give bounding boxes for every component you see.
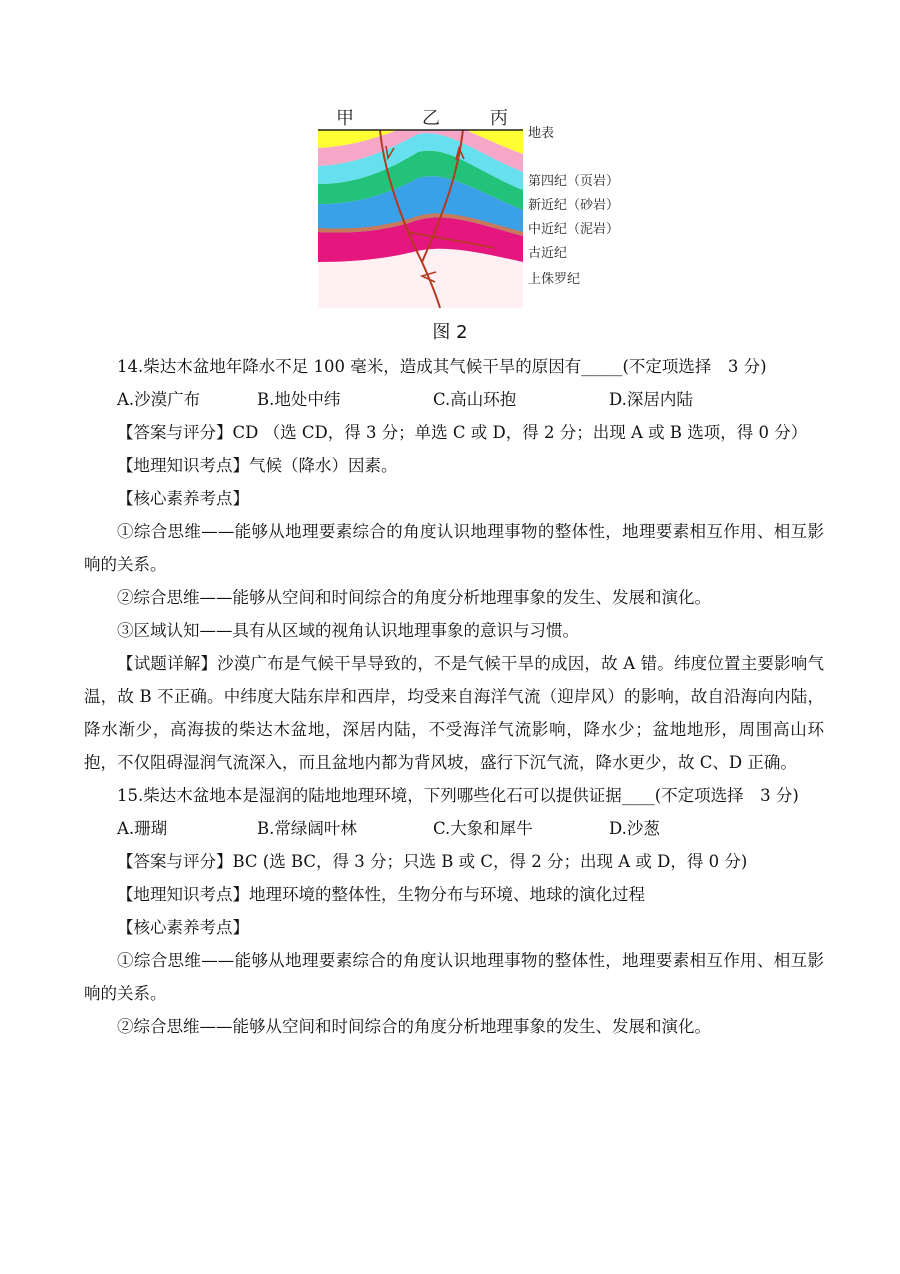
q15-core-title: 【核心素养考点】 bbox=[117, 918, 249, 937]
q15-knowledge: 【地理知识考点】地理环境的整体性，生物分布与环境、地球的演化过程 bbox=[117, 885, 645, 904]
q15-stem: 15.柴达木盆地本是湿润的陆地地理环境，下列哪些化石可以提供证据____(不定项选择 3 分) bbox=[117, 786, 799, 805]
q15-core-item-2: ②综合思维——能够从空间和时间综合的角度分析地理事象的发生、发展和演化。 bbox=[117, 1017, 711, 1036]
label-bing: 丙 bbox=[490, 108, 508, 129]
label-yi: 乙 bbox=[422, 108, 440, 129]
q14-option-b: B.地处中纬 bbox=[257, 390, 341, 409]
q14-knowledge: 【地理知识考点】气候（降水）因素。 bbox=[117, 456, 398, 475]
q14-core-item-2: ②综合思维——能够从空间和时间综合的角度分析地理事象的发生、发展和演化。 bbox=[117, 588, 711, 607]
q14-core-item-3: ③区域认知——具有从区域的视角认识地理事象的意识与习惯。 bbox=[117, 621, 579, 640]
q14-option-c: C.高山环抱 bbox=[433, 390, 517, 409]
label-upper-jurassic: 上侏罗纪 bbox=[528, 272, 581, 287]
figure-caption: 图 2 bbox=[432, 322, 468, 343]
q14-option-a: A.沙漠广布 bbox=[117, 390, 201, 409]
label-middle: 中近纪（泥岩） bbox=[528, 222, 620, 237]
q14-options bbox=[84, 383, 824, 416]
q14-detail: 【试题详解】沙漠广布是气候干旱导致的，不是气候干旱的成因，故 A 错。纬度位置主要影响气温，故 B 不正确。中纬度大陆东岸和西岸，均受来自海洋气流（迎岸风）的影响，故自沿海向内陆，降水渐少，高海拔的柴达木盆地，深居内陆，不受海洋气流影响，降水少；盆地地形，周围高山环抱，不仅阻碍湿润气流深入，而且盆地内都为背风坡，盛行下沉气流，降水更少，故 C、D 正确。 bbox=[84, 654, 824, 772]
q15-option-a: A.珊瑚 bbox=[117, 819, 168, 838]
q14-answer: 【答案与评分】CD （选 CD，得 3 分；单选 C 或 D，得 2 分；出现 A 或 B 选项，得 0 分） bbox=[117, 423, 808, 442]
geologic-cross-section-figure bbox=[318, 108, 620, 312]
q15-option-c: C.大象和犀牛 bbox=[433, 819, 533, 838]
label-neogene: 新近纪（砂岩） bbox=[528, 198, 620, 213]
label-quaternary: 第四纪（页岩） bbox=[528, 174, 620, 189]
q14-core-title: 【核心素养考点】 bbox=[117, 489, 249, 508]
q14-stem: 14.柴达木盆地年降水不足 100 毫米，造成其气候干旱的原因有_____(不定项选择 3 分) bbox=[117, 357, 767, 376]
label-surface: 地表 bbox=[528, 126, 555, 141]
q15-options bbox=[84, 812, 824, 845]
document-body bbox=[84, 350, 824, 1043]
q15-option-b: B.常绿阔叶林 bbox=[257, 819, 357, 838]
label-paleogene: 古近纪 bbox=[528, 246, 568, 261]
q14-core-item-1: ①综合思维——能够从地理要素综合的角度认识地理事物的整体性，地理要素相互作用、相互影响的关系。 bbox=[84, 522, 824, 574]
q15-answer: 【答案与评分】BC (选 BC，得 3 分；只选 B 或 C，得 2 分；出现 A 或 D，得 0 分) bbox=[117, 852, 748, 871]
q14-option-d: D.深居内陆 bbox=[609, 390, 693, 409]
q15-option-d: D.沙葱 bbox=[609, 819, 660, 838]
label-jia: 甲 bbox=[336, 108, 354, 129]
q15-core-item-1: ①综合思维——能够从地理要素综合的角度认识地理事物的整体性，地理要素相互作用、相互影响的关系。 bbox=[84, 951, 824, 1003]
